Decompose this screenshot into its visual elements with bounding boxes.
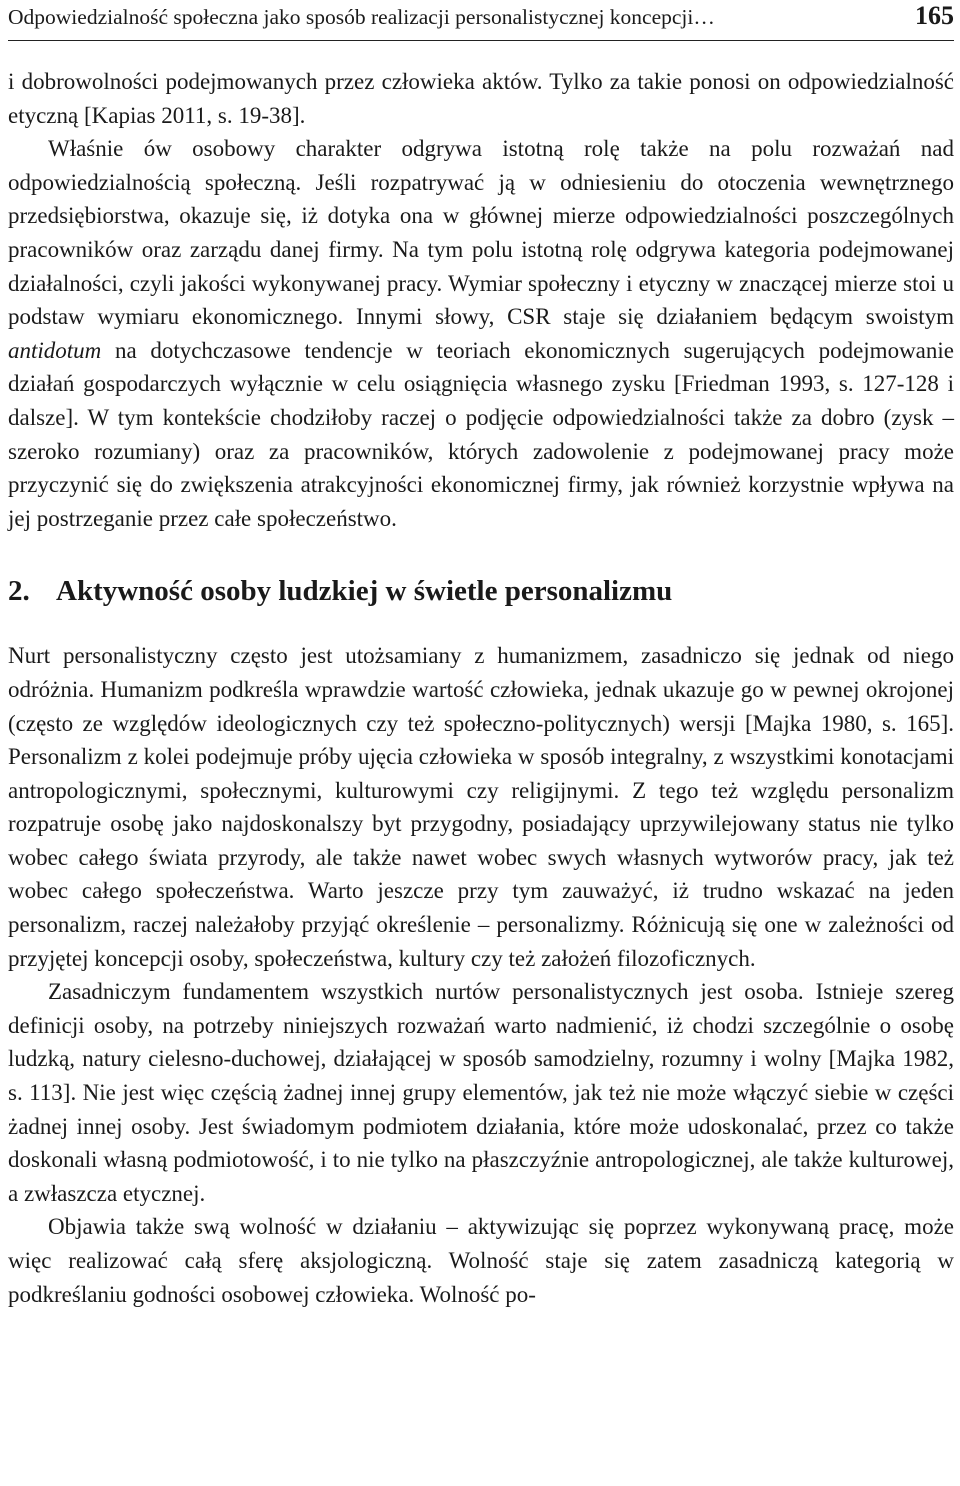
- paragraph-2: [8, 132, 954, 535]
- paragraph-1: i dobrowolności podejmowanych przez człowieka aktów. Tylko za takie ponosi on odpowiedzialność etyczną [Kapias 2011, s. 19-38].: [8, 69, 954, 128]
- document-page: [8, 0, 954, 1311]
- section-number: 2.: [8, 575, 30, 608]
- italic-term: antidotum: [8, 337, 102, 363]
- page-number: 165: [915, 1, 954, 30]
- paragraph-5: Objawia także swą wolność w działaniu – aktywizując się poprzez wykonywaną pracę, może więc realizować całą sferę aksjologiczną. Wolność staje się zatem zasadniczą kategorią w podkreślaniu godności osobowej człowieka. Wolność po-: [8, 1214, 954, 1307]
- paragraph-2-text-start: Właśnie ów osobowy charakter odgrywa istotną rolę także na polu rozważań nad odpowiedzialnością społeczną. Jeśli rozpatrywać ją w odniesieniu do otoczenia wewnętrznego przedsiębiorstwa, okazuje się, iż dotyka ona w głównej mierze odpowiedzialności poszczególnych pracowników oraz zarządu danej firmy. Na tym polu istotną rolę odgrywa kategoria podejmowanej działalności, czyli jakości wykonywanej pracy. Wymiar społeczny i etyczny w znaczącej mierze stoi u podstaw wymiaru ekonomicznego. Innymi słowy, CSR staje się działaniem będącym swoistym: [8, 136, 954, 330]
- running-title: Odpowiedzialność społeczna jako sposób realizacji personalistycznej koncepcji…: [8, 5, 715, 29]
- paragraph-2-text-end: na dotychczasowe tendencje w teoriach ekonomicznych sugerujących podejmowanie działań gospodarczych wyłącznie w celu osiągnięcia własnego zysku [Friedman 1993, s. 127-128 i dalsze]. W tym kontekście chodziłoby raczej o podjęcie odpowiedzialności także za dobro (zysk – szeroko rozumiany) oraz za pracowników, których zadowolenie z podejmowanej pracy może przyczynić się do zwiększenia atrakcyjności ekonomicznej firmy, jak również korzystnie wpływa na jej postrzeganie przez całe społeczeństwo.: [8, 337, 954, 531]
- running-header: [8, 0, 954, 41]
- section-heading: [8, 571, 954, 611]
- paragraph-4: Zasadniczym fundamentem wszystkich nurtów personalistycznych jest osoba. Istnieje szereg definicji osoby, na potrzeby niniejszych rozważań warto nadmienić, iż chodzi szczególnie o osobę ludzką, natury cielesno-duchowej, działającej w sposób samodzielny, rozumny i wolny [Majka 1982, s. 113]. Nie jest więc częścią żadnej innej grupy elementów, jak też nie może włączyć siebie w części żadnej innej osoby. Jest świadomym podmiotem działania, które może udoskonalać, przez co także doskonali własną podmiotowość, i to nie tylko na płaszczyźnie antropologicznej, ale także kulturowej, a zwłaszcza etycznej.: [8, 979, 954, 1206]
- paragraph-3: Nurt personalistyczny często jest utożsamiany z humanizmem, zasadniczo się jednak od niego odróżnia. Humanizm podkreśla wprawdzie wartość człowieka, jednak ukazuje go w pewnej okrojonej (często ze względów ideologicznych czy też społeczno-politycznych) wersji [Majka 1980, s. 165]. Personalizm z kolei podejmuje próby ujęcia człowieka w sposób integralny, z wszystkimi konotacjami antropologicznymi, społecznymi, kulturowymi czy religijnymi. Z tego też względu personalizm rozpatruje osobę jako najdoskonalszy byt przygodny, posiadający uprzywilejowany status nie tylko wobec całego świata przyrody, ale także nawet wobec swych własnych wytworów pracy, jak też wobec całego społeczeństwa. Warto jeszcze przy tym zauważyć, iż trudno wskazać na jeden personalizm, raczej należałoby przyjąć określenie – personalizmy. Różnicują się one w zależności od przyjętej koncepcji osoby, społeczeństwa, kultury czy też założeń filozoficznych.: [8, 643, 954, 971]
- section-title: Aktywność osoby ludzkiej w świetle personalizmu: [56, 575, 673, 608]
